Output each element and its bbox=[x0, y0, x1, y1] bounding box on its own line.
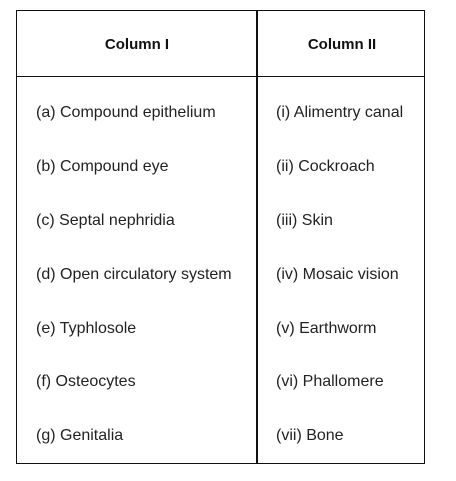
column-divider bbox=[256, 11, 258, 463]
column-i-item-c: (c) Septal nephridia bbox=[36, 212, 175, 229]
column-i-item-b: (b) Compound eye bbox=[36, 158, 169, 175]
column-i-item-a: (a) Compound epithelium bbox=[36, 104, 216, 121]
column-ii-item-iv: (iv) Mosaic vision bbox=[276, 266, 399, 283]
column-ii-item-iii: (iii) Skin bbox=[276, 212, 333, 229]
column-ii-item-vi: (vi) Phallomere bbox=[276, 373, 384, 390]
column-i-item-g: (g) Genitalia bbox=[36, 427, 124, 444]
column-ii-item-ii: (ii) Cockroach bbox=[276, 158, 375, 175]
column-i-item-d: (d) Open circulatory system bbox=[36, 266, 232, 283]
column-ii-item-vii: (vii) Bone bbox=[276, 427, 344, 444]
column-ii-item-v: (v) Earthworm bbox=[276, 320, 377, 337]
column-ii-item-i: (i) Alimentry canal bbox=[276, 104, 404, 121]
column-i-item-e: (e) Typhlosole bbox=[36, 320, 137, 337]
match-table bbox=[16, 10, 425, 464]
column-ii-header: Column II bbox=[307, 35, 377, 53]
column-i-item-f: (f) Osteocytes bbox=[36, 373, 136, 390]
column-i-header: Column I bbox=[104, 35, 170, 53]
